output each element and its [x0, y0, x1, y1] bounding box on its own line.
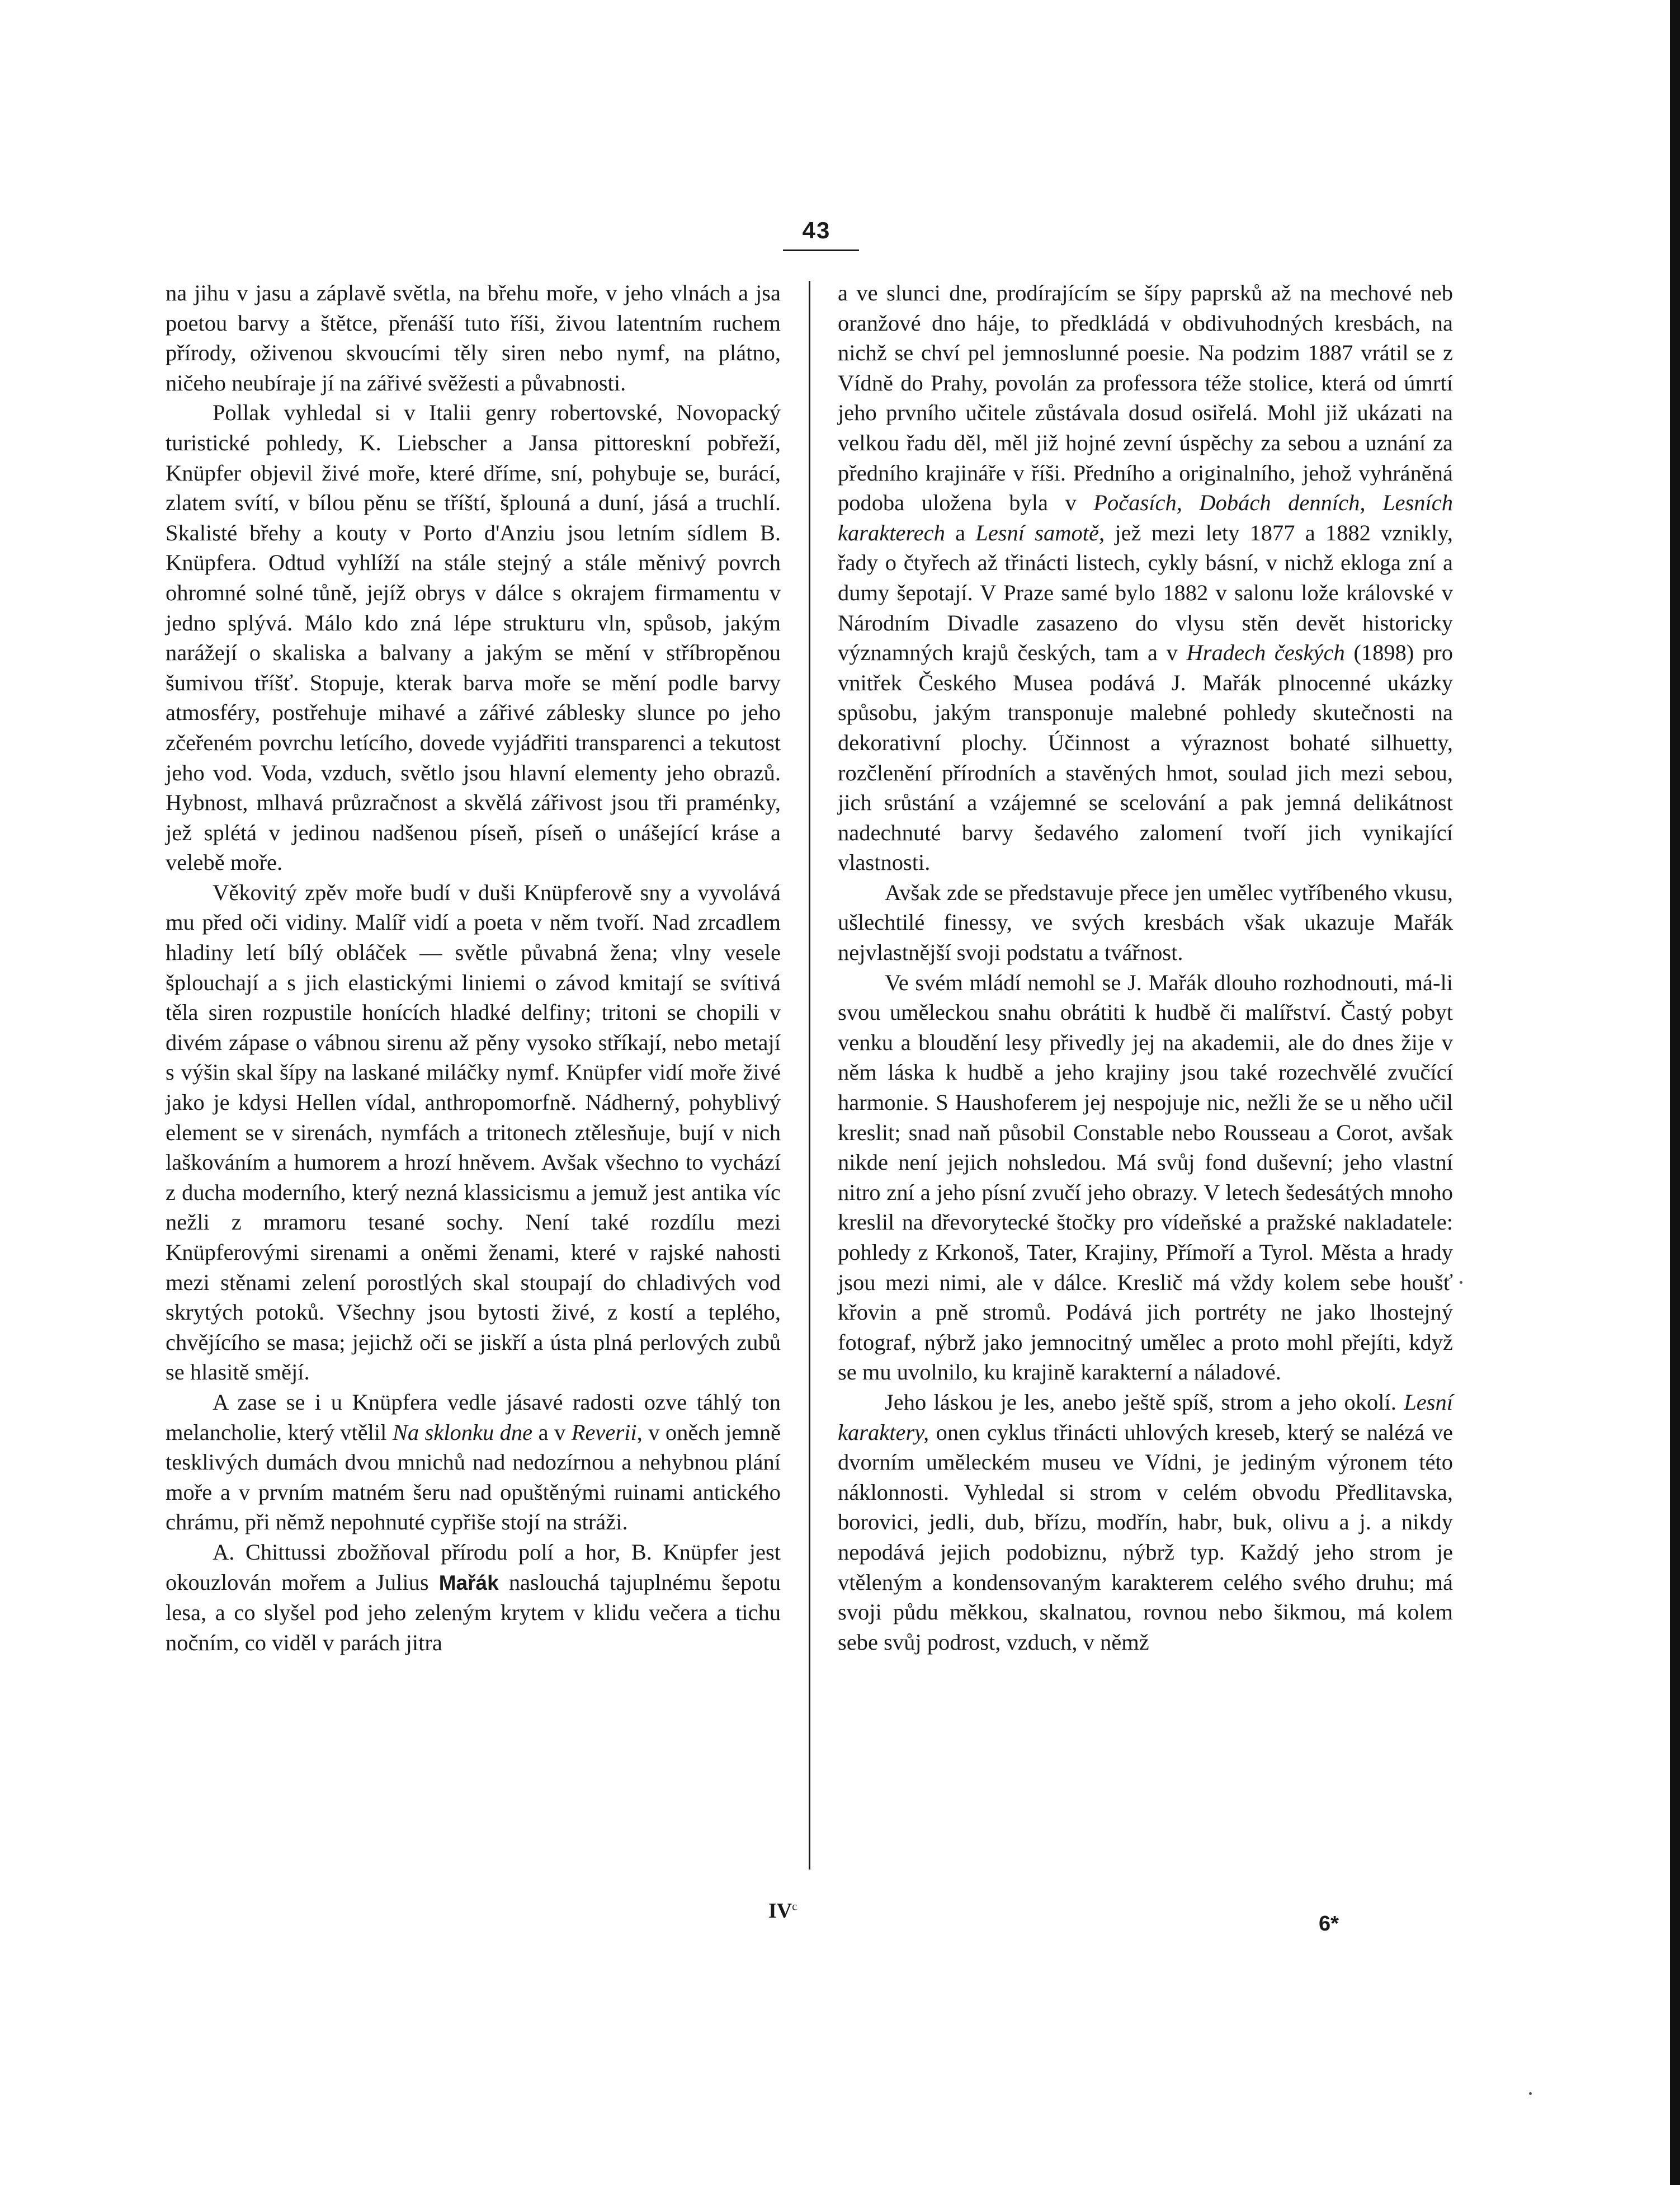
left-paragraph-4 [166, 1387, 781, 1537]
left-paragraph-3: Věkovitý zpěv moře budí v duši Knüpferově sny a vyvolává mu před oči vidiny. Malíř vidí a poeta v něm tvoří. Nad zrcadlem hladiny letí bílý obláček — světle půvabná žena; vlny vesele šplouchají a s jich elastickými liniemi o závod kmitají se svítivá těla siren rozpustile honících hladké delfiny; tritoni se chopili v divém zápase o vábnou sirenu až pěny vysoko stříkají, nebo metají s výšin skal šípy na laskané miláčky nymf. Knüpfer vidí moře živé jako je kdysi Hellen vídal, anthropomorfně. Nádherný, pohyblivý element se v sirenách, nymfách a tritonech ztělesňuje, bují v nich laškováním a humorem a hrozí hněvem. Avšak všechno to vychází z ducha moderního, který nezná klassicismu a jemuž jest antika víc nežli z mramoru tesané sochy. Není také rozdílu mezi Knüpferovými sirenami a oněmi ženami, které v rajské nahosti mezi stěnami zelení porostlých skal stoupají do chladivých vod skrytých potoků. Všechny jsou bytosti živé, z kostí a teplého, chvějícího se masa; jejichž oči se jiskří a ústa plná perlových zubů se hlasitě smějí. [166, 879, 781, 1385]
text-run: a v [538, 1419, 566, 1445]
printer-signature [768, 1899, 797, 1923]
text-run: , v oněch jemně tesklivých dumách dvou mnichů nad nedozírnou a nehybnou plání moře a v prvním matném šeru nad opuštěnými ruinami antického chrámu, při němž nepohnuté cypřiše stojí na stráži. [166, 1419, 781, 1535]
signature-text: IV [768, 1899, 792, 1923]
text-run: onen cyklus třinácti uhlových kreseb, který se nalézá ve dvorním uměleckém museu ve Vídni, je jediným výronem této náklonnosti. Vyhledal si strom v celém obvodu Předlitavska, borovici, jedli, dub, břízu, modřín, habr, buk, olivu a j. a nikdy nepodává jejich podobiznu, nýbrž typ. Každý jeho strom je vtěleným a kondensovaným karakterem celého svého druhu; má svoji půdu měkkou, skalnatou, rovnou nebo šikmou, má kolem sebe svůj podrost, vzduch, v němž [838, 1419, 1453, 1655]
text-run: (1898) pro vnitřek Českého Musea podává J. Mařák plnocenné ukázky spůsobu, jakým transponuje malebné pohledy skutečnosti na dekorativní plochy. Účinnost a výraznost bohaté silhuetty, rozčlenění přírodních a stavěných hmot, soulad jich mezi sebou, jich srůstání a vzájemné se scelování a pak jemná delikátnost nadechnuté barvy šedavého zalomení tvoří jich vynikající vlastnosti. [838, 640, 1453, 875]
text-run: naslouchá tajuplnému šepotu lesa, a co slyšel pod jeho zeleným krytem v klidu večera a tichu nočním, co viděl v parách jitra [166, 1569, 781, 1655]
scan-speck [1529, 2092, 1532, 2095]
signature-superscript: c [792, 1900, 797, 1913]
right-paragraph-4 [838, 1387, 1453, 1657]
sheet-mark: 6* [1319, 1912, 1339, 1936]
left-paragraph-5 [166, 1537, 781, 1657]
page-number-rule [783, 249, 859, 251]
scan-speck [1460, 1281, 1462, 1284]
scan-edge [1670, 0, 1680, 2185]
text-run: a [955, 520, 966, 545]
right-column [838, 278, 1453, 1657]
text-run: a ve slunci dne, prodírajícím se šípy paprsků až na mechové neb oranžové dno háje, to předkládá v obdivuhodných kresbách, na nichž se chví pel jemnoslunné poesie. Na podzim 1887 vrátil se z Vídně do Prahy, povolán za professora téže stolice, která od úmrtí jeho prvního učitele zůstávala dosud osiřelá. Mohl již ukázati na velkou řadu děl, měl již hojné zevní úspěchy za sebou a uznání za předního krajináře v říši. Předního a originalního, jehož vyhráněná podoba uložena byla v [838, 280, 1453, 516]
left-column [166, 278, 781, 1657]
column-divider [809, 281, 810, 1870]
artwork-title: Hradech českých [1186, 640, 1345, 666]
artwork-title: Počasích, Dobách denních, Lesních karakterech [838, 490, 1454, 545]
text-run: A zase se i u Knüpfera vedle jásavé radosti ozve táhlý ton melancholie, který vtělil [166, 1389, 781, 1445]
text-run: A. Chittussi zbožňoval přírodu polí a hor, B. Knüpfer jest okouzlován mořem a Julius [166, 1539, 781, 1595]
left-paragraph-2: Pollak vyhledal si v Italii genry robertovské, Novopacký turistické pohledy, K. Liebscher a Jansa pittoreskní pobřeží, Knüpfer objevil živé moře, které dříme, sní, pohybuje se, burácí, zlatem svítí, v bílou pěnu se tříští, šplouná a duní, jásá a truchlí. Skalisté břehy a kouty v Porto d'Anziu jsou letním sídlem B. Knüpfera. Odtud vyhlíží na stále stejný a stále měnivý povrch ohromné solné tůně, jejíž obrys v dálce s okrajem firmamentu v jedno splývá. Málo kdo zná lépe strukturu vln, spůsob, jakým narážejí o skaliska a balvany a jakým se mění v stříbropěnou šumivou tříšť. Stopuje, kterak barva moře se mění podle barvy atmosféry, postřehuje mihavé a zářivé záblesky slunce po jeho zčeřeném povrchu letícího, dovede vyjádřiti transparenci a tekutost jeho vod. Voda, vzduch, světlo jsou hlavní elementy jeho obrazů. Hybnost, mlhavá průzračnost a skvělá zářivost jsou tři praménky, jež splétá v jedinou nadšenou píseň, píseň o unášející kráse a velebě moře. [166, 400, 781, 875]
text-run: , jež mezi lety 1877 a 1882 vznikly, řady o čtyřech až třinácti listech, cykly básní, v nichž ekloga zní a dumy šepotají. V Praze samé bylo 1882 v salonu lože královské v Národním Divadle zasazeno do vlysu stěn devět historicky významných krajů českých, tam a v [838, 520, 1454, 666]
right-paragraph-2: Avšak zde se představuje přece jen umělec vytříbeného vkusu, ušlechtilé finessy, ve svých kresbách však ukazuje Mařák nejvlastnější svoji podstatu a tvářnost. [838, 879, 1453, 966]
artist-name: Mařák [438, 1571, 499, 1594]
right-paragraph-3: Ve svém mládí nemohl se J. Mařák dlouho rozhodnouti, má-li svou uměleckou snahu obrátiti k hudbě či malířství. Častý pobyt venku a bloudění lesy přivedly jej na akademii, ale do dnes žije v něm láska k hudbě a jeho krajiny jsou také rozechvělé zvučící harmonie. S Haushoferem jej nespojuje nic, nežli že se u něho učil kreslit; snad naň působil Constable nebo Rousseau a Corot, avšak nikde není jejich nohsledou. Má svůj fond duševní; jeho vlastní nitro zní a jeho písní zvučí jeho obrazy. V letech šedesátých mnoho kreslil na dřevorytecké štočky pro vídeňské a pražské nakladatele: pohledy z Krkonoš, Tater, Krajiny, Přímoří a Tyrol. Města a hrady jsou mezi nimi, ale v dálce. Kreslič má vždy kolem sebe houšť křovin a pně stromů. Podává jich portréty ne jako lhostejný fotograf, nýbrž jako jemnocitný umělec a proto mohl přejíti, když se mu uvolnilo, ku krajině karakterní a náladové. [838, 969, 1453, 1385]
right-paragraph-1 [838, 278, 1453, 878]
page-number: 43 [802, 217, 831, 243]
artwork-title: Na sklonku dne [392, 1419, 533, 1445]
artwork-title: Lesní samotě [975, 520, 1099, 545]
left-paragraph-1: na jihu v jasu a záplavě světla, na břehu moře, v jeho vlnách a jsa poetou barvy a štětce, přenáší tuto říši, živou latentním ruchem přírody, oživenou skvoucími těly siren nebo nymf, na plátno, ničeho neubíraje jí na zářivé svěžesti a půvabnosti. [166, 280, 781, 395]
text-run: Jeho láskou je les, anebo ještě spíš, strom a jeho okolí. [885, 1389, 1396, 1415]
artwork-title: Lesní karaktery, [838, 1389, 1453, 1445]
artwork-title: Reverii [571, 1419, 637, 1445]
